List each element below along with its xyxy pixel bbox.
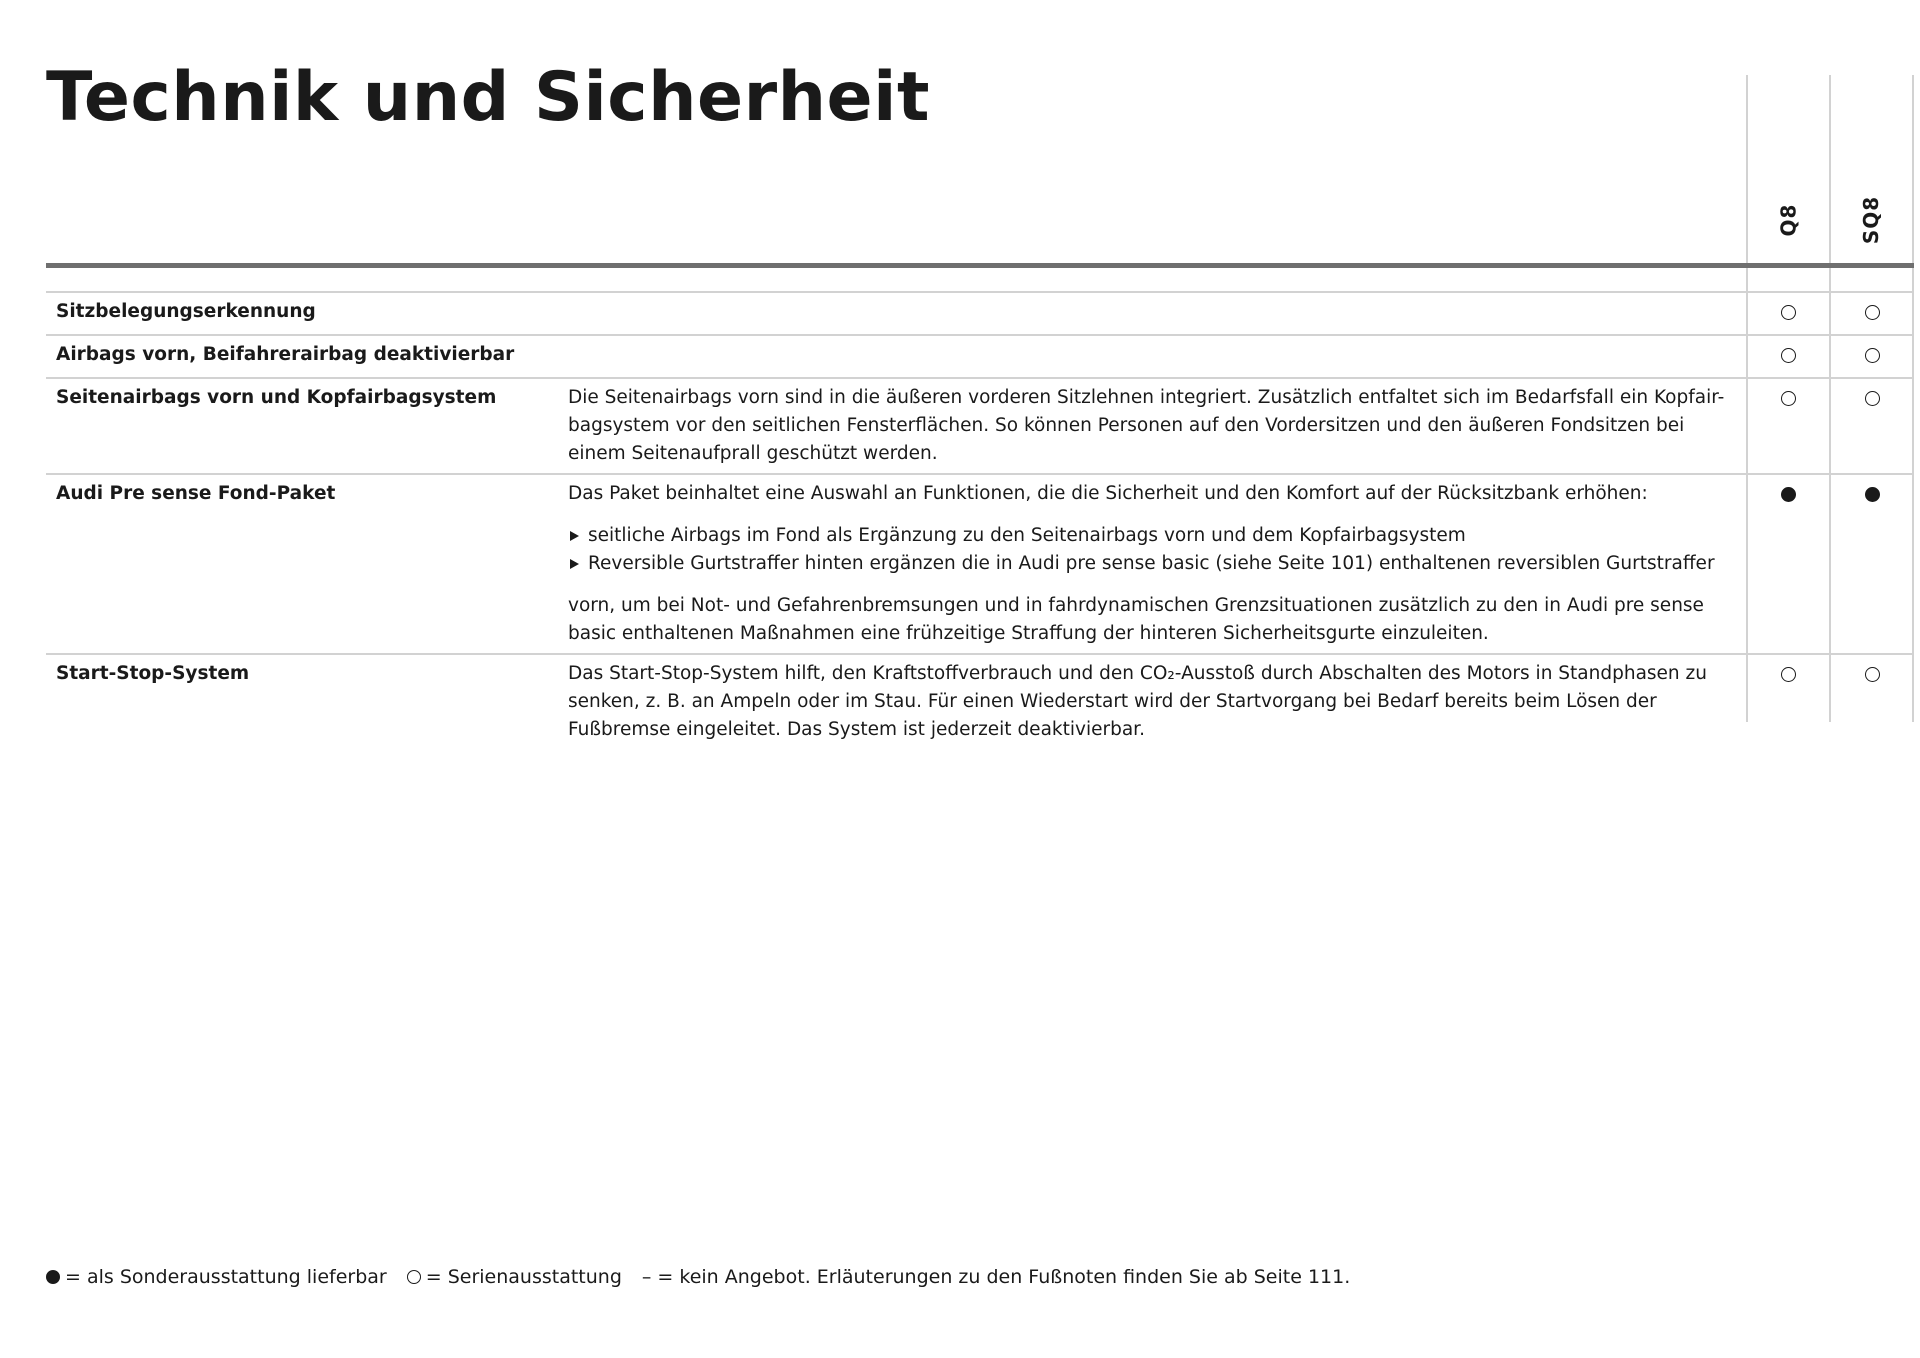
open-circle-icon [407, 1270, 421, 1284]
filled-circle-icon [46, 1270, 60, 1284]
feature-name: Start-Stop-System [46, 654, 568, 749]
availability-sq8 [1830, 654, 1914, 749]
description-line: senken, z. B. an Ampeln oder im Stau. Für einen Wiederstart wird der Startvorgang bei Bedarf bereits beim Lösen der [568, 691, 1657, 712]
equipment-table [46, 291, 1914, 749]
open-circle-icon [1865, 305, 1880, 320]
legend-filled [46, 1266, 387, 1288]
legend-open-label: = Serienausstattung [425, 1266, 622, 1288]
description-line: Die Seitenairbags vorn sind in die äußeren vorderen Sitzlehnen integriert. Zusätzlich entfaltet sich im Bedarfsfall ein Kopfair- [568, 387, 1725, 408]
description-paragraph [568, 592, 1732, 648]
feature-name: Sitzbelegungserkennung [46, 292, 568, 335]
availability-sq8 [1830, 292, 1914, 335]
filled-circle-icon [1865, 487, 1880, 502]
open-circle-icon [1781, 348, 1796, 363]
feature-name: Airbags vorn, Beifahrerairbag deaktivierbar [46, 335, 568, 378]
description-line: bagsystem vor den seitlichen Fensterflächen. So können Personen auf den Vordersitzen und den äußeren Fondsitzen bei [568, 415, 1685, 436]
legend [46, 1266, 1370, 1288]
bullet-item: Reversible Gurtstraffer hinten ergänzen die in Audi pre sense basic (siehe Seite 101) enthaltenen reversiblen Gurtstraffer [568, 550, 1732, 578]
filled-circle-icon [1781, 487, 1796, 502]
open-circle-icon [1781, 667, 1796, 682]
legend-filled-label: = als Sonderausstattung lieferbar [65, 1266, 387, 1288]
description-line: vorn, um bei Not- und Gefahrenbremsungen und in fahrdynamischen Grenzsituationen zusätzlich zu den in Audi pre sense [568, 595, 1704, 616]
legend-open [407, 1266, 622, 1288]
availability-q8 [1746, 378, 1830, 474]
header-rule [46, 263, 1914, 268]
page-title: Technik und Sicherheit [46, 58, 930, 137]
feature-description [568, 378, 1746, 474]
description-line: einem Seitenaufprall geschützt werden. [568, 443, 938, 464]
availability-sq8 [1830, 378, 1914, 474]
description-paragraph [568, 480, 1732, 508]
feature-name: Seitenairbags vorn und Kopfairbagsystem [46, 378, 568, 474]
feature-description [568, 474, 1746, 654]
column-header-label: SQ8 [1859, 195, 1884, 245]
description-paragraph [568, 660, 1732, 744]
open-circle-icon [1781, 391, 1796, 406]
feature-description [568, 292, 1746, 335]
table-row [46, 378, 1914, 474]
open-circle-icon [1865, 667, 1880, 682]
availability-sq8 [1830, 474, 1914, 654]
table-row [46, 292, 1914, 335]
availability-q8 [1746, 474, 1830, 654]
description-line: basic enthaltenen Maßnahmen eine frühzeitige Straffung der hinteren Sicherheitsgurte einzuleiten. [568, 623, 1489, 644]
description-line: Das Paket beinhaltet eine Auswahl an Funktionen, die die Sicherheit und den Komfort auf der Rücksitzbank erhöhen: [568, 483, 1648, 504]
legend-none-label: – = kein Angebot. Erläuterungen zu den Fußnoten finden Sie ab Seite 111. [641, 1266, 1351, 1288]
feature-description [568, 335, 1746, 378]
description-paragraph [568, 384, 1732, 468]
availability-q8 [1746, 292, 1830, 335]
feature-name: Audi Pre sense Fond-Paket [46, 474, 568, 654]
column-header-sq8 [1830, 180, 1913, 260]
open-circle-icon [1865, 348, 1880, 363]
description-line: Fußbremse eingeleitet. Das System ist jederzeit deaktivierbar. [568, 719, 1145, 740]
table-row [46, 335, 1914, 378]
bullet-item: seitliche Airbags im Fond als Ergänzung zu den Seitenairbags vorn und dem Kopfairbagsystem [568, 522, 1732, 550]
open-circle-icon [1865, 391, 1880, 406]
availability-q8 [1746, 335, 1830, 378]
description-line: Das Start-Stop-System hilft, den Kraftstoffverbrauch und den CO₂-Ausstoß durch Abschalten des Motors in Standphasen zu [568, 663, 1707, 684]
table-row [46, 474, 1914, 654]
column-header-label: Q8 [1776, 203, 1801, 237]
bullet-list [568, 522, 1732, 578]
legend-none [642, 1266, 1350, 1288]
availability-q8 [1746, 654, 1830, 749]
feature-description [568, 654, 1746, 749]
open-circle-icon [1781, 305, 1796, 320]
column-header-q8 [1747, 180, 1830, 260]
availability-sq8 [1830, 335, 1914, 378]
table-row [46, 654, 1914, 749]
